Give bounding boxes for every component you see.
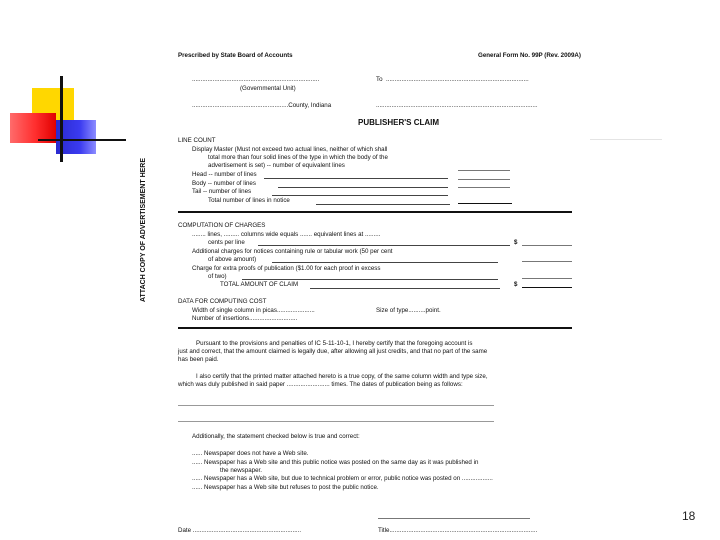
- option-refuses: ...... Newspaper has a Web site but refuses to post the public notice.: [192, 484, 379, 491]
- rule-tail: [458, 187, 510, 188]
- dash-body: [278, 187, 448, 188]
- body-lines: Body -- number of lines: [192, 180, 256, 187]
- form-title: PUBLISHER'S CLAIM: [358, 118, 440, 127]
- dash-total-claim: [310, 288, 500, 289]
- certify-p2-2: which was duly published in said paper ......................... times. The dates of publication being as follows:: [178, 381, 463, 388]
- decor-vertical-line: [60, 76, 63, 162]
- charges-line6: of two): [208, 273, 227, 280]
- dollar-2: $: [514, 281, 518, 288]
- dash-proofs: [242, 279, 498, 280]
- signature-line: [378, 518, 530, 519]
- dash-tail: [272, 195, 448, 196]
- county-line: ........................................................County, Indiana: [192, 102, 332, 109]
- decor-horizontal-line: [38, 139, 126, 141]
- type-size: Size of type..........point.: [376, 307, 441, 314]
- page-number: 18: [682, 509, 696, 523]
- to-dots: ...................................................................................: [386, 76, 529, 83]
- certify-p1-1: Pursuant to the provisions and penalties of IC 5-11-10-1, I hereby certify that the foregoing account is: [196, 340, 473, 347]
- gov-unit-dots: ..........................................................................: [192, 76, 320, 83]
- rule-body: [458, 179, 510, 180]
- charges-line4: of above amount): [208, 256, 257, 263]
- option-technical-problem: ...... Newspaper has a Web site, but due to technical problem or error, public notice was posted on ..................: [192, 475, 493, 482]
- date-field: Date ...............................................................: [178, 527, 302, 534]
- computing-heading: DATA FOR COMPUTING COST: [178, 298, 267, 305]
- gov-unit-label: (Governmental Unit): [240, 85, 296, 92]
- column-width: Width of single column in picas......................: [192, 307, 315, 314]
- total-lines: Total number of lines in notice: [208, 197, 290, 204]
- statement-intro: Additionally, the statement checked below is true and correct:: [192, 433, 360, 440]
- display-master-2: total more than four solid lines of the type in which the body of the: [208, 154, 388, 161]
- charges-line3: Additional charges for notices containing rule or tabular work (50 per cent: [192, 248, 393, 255]
- section-divider-2: [178, 327, 572, 329]
- dash-cents: [258, 245, 510, 246]
- certify-p1-2: just and correct, that the amount claimed is legally due, after allowing all just credits, and that no part of the same: [178, 348, 488, 355]
- title-field: Title......................................................................................: [378, 527, 538, 534]
- display-master-1: Display Master (Must not exceed two actual lines, neither of which shall: [192, 146, 388, 153]
- total-claim: TOTAL AMOUNT OF CLAIM: [220, 281, 299, 288]
- decor-faint-line: [590, 139, 662, 140]
- charges-heading: COMPUTATION OF CHARGES: [178, 222, 266, 229]
- dash-additional: [272, 262, 498, 263]
- right-dots: ..............................................................................................: [376, 102, 538, 109]
- to-label: To: [376, 76, 383, 83]
- rule-total: [458, 203, 512, 204]
- option-no-website: ...... Newspaper does not have a Web site.: [192, 450, 309, 457]
- publishers-claim-form: [140, 48, 588, 540]
- dates-line-2: [178, 421, 494, 422]
- rule-additional: [522, 261, 572, 262]
- dates-line-1: [178, 405, 494, 406]
- option-posted-same-day-2: the newspaper.: [220, 467, 262, 474]
- line-count-heading: LINE COUNT: [178, 137, 216, 144]
- rule-proofs: [522, 278, 572, 279]
- charges-line1: ........ lines, ......... columns wide equals ....... equivalent lines at .........: [192, 231, 381, 238]
- dollar-1: $: [514, 239, 518, 246]
- rule-total-claim: [522, 287, 572, 288]
- side-label: ATTACH COPY OF ADVERTISEMENT HERE: [140, 157, 147, 302]
- charges-line2: cents per line: [208, 239, 245, 246]
- display-master-3: advertisement is set) -- number of equivalent lines: [208, 162, 345, 169]
- rule-head: [458, 170, 510, 171]
- section-divider-1: [178, 211, 572, 213]
- form-number: General Form No. 99P (Rev. 2009A): [478, 52, 581, 59]
- insertions: Number of insertions............................: [192, 315, 298, 322]
- dash-head: [264, 178, 448, 179]
- dash-total: [316, 204, 450, 205]
- charges-line5: Charge for extra proofs of publication ($1.00 for each proof in excess: [192, 265, 381, 272]
- certify-p1-3: has been paid.: [178, 356, 219, 363]
- head-lines: Head -- number of lines: [192, 171, 257, 178]
- tail-lines: Tail -- number of lines: [192, 188, 252, 195]
- certify-p2-1: I also certify that the printed matter attached hereto is a true copy, of the same column width and type size,: [196, 373, 488, 380]
- option-posted-same-day: ...... Newspaper has a Web site and this public notice was posted on the same day as it was published in: [192, 459, 479, 466]
- rule-cents: [522, 245, 572, 246]
- prescribed-text: Prescribed by State Board of Accounts: [178, 52, 293, 59]
